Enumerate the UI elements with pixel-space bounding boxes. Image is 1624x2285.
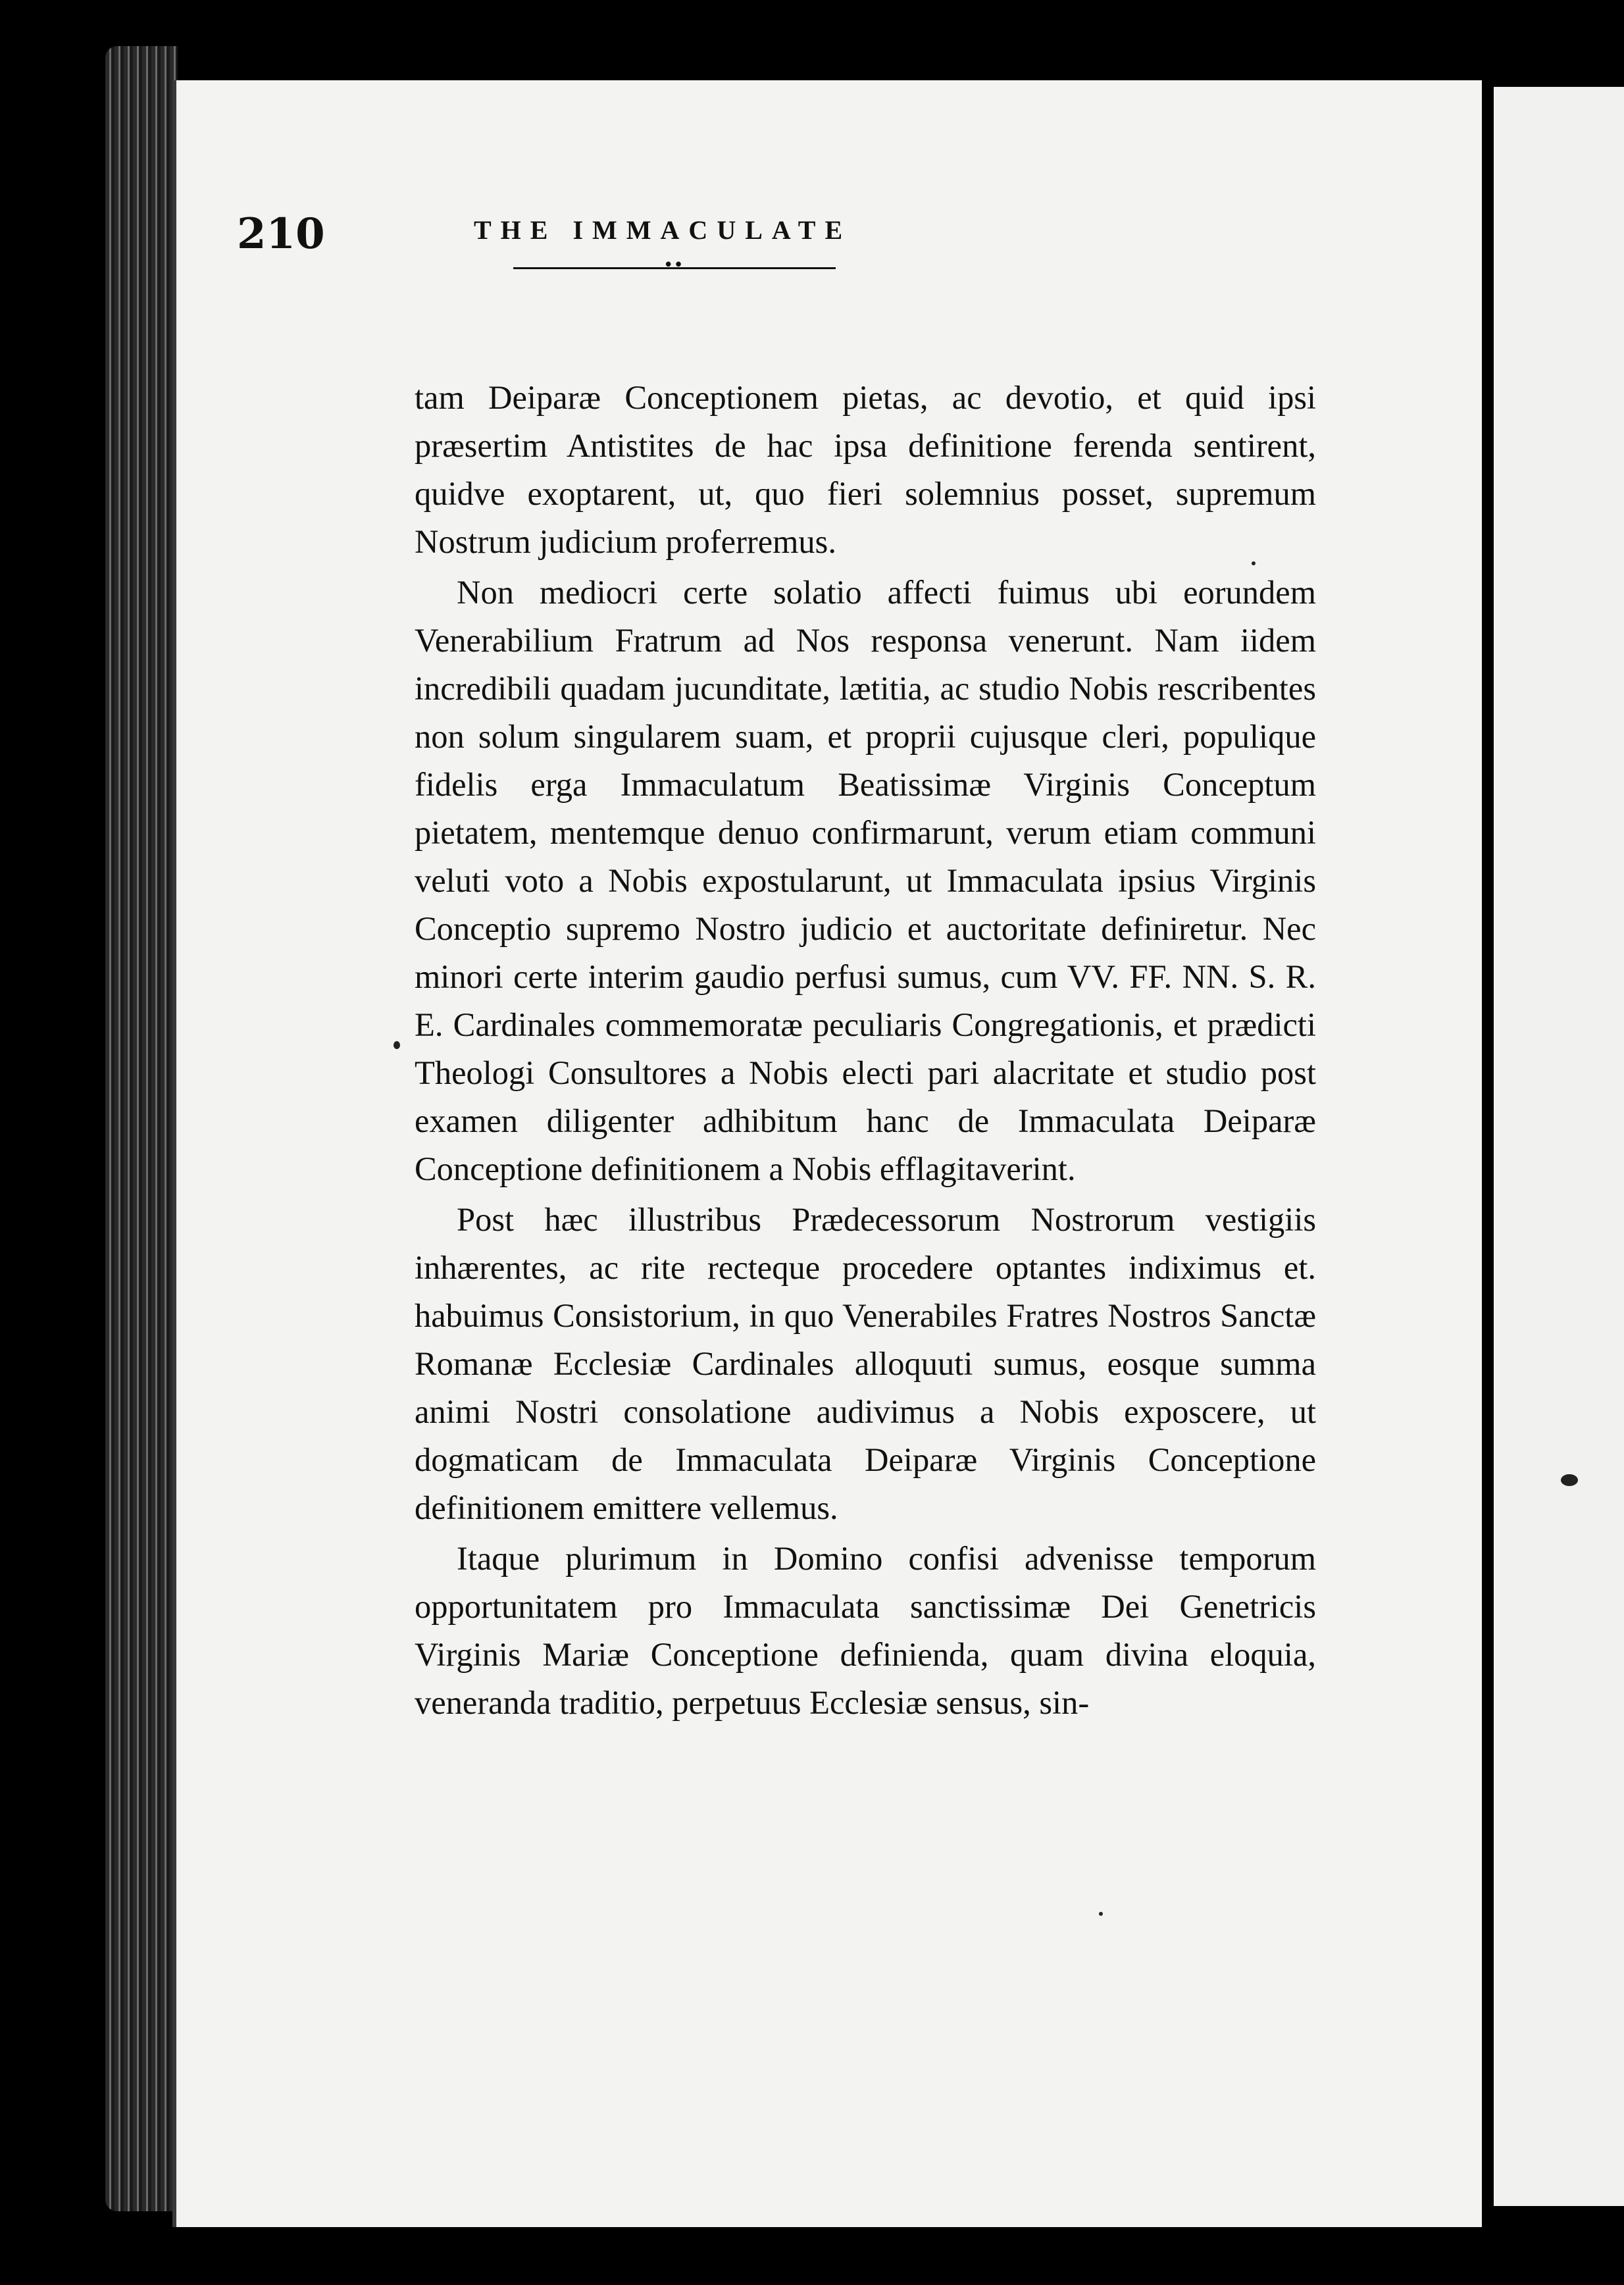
- body-text: [415, 374, 1316, 1730]
- paragraph-4: Itaque plurimum in Domino confisi advenisse temporum opportunitatem pro Immaculata sanctissimæ Dei Genetricis Virginis Mariæ Conceptione definienda, quam divina eloquia, veneranda traditio, perpetuus Ecclesiæ sensus, sin-: [415, 1540, 1316, 1721]
- paragraph-1: tam Deiparæ Conceptionem pietas, ac devotio, et quid ipsi præsertim Antistites de hac ipsa definitione ferenda sentirent, quidve exoptarent, ut, quo fieri solemnius posset, supremum Nostrum judicium proferremus.: [415, 379, 1316, 560]
- running-head: THE IMMACULATE: [474, 215, 852, 245]
- page-header: [237, 209, 1323, 288]
- facing-page-edge: [1494, 87, 1624, 2206]
- page-edges: [105, 46, 178, 2211]
- page-number: 210: [237, 209, 325, 259]
- paragraph-3: Post hæc illustribus Prædecessorum Nostrorum vestigiis inhærentes, ac rite recteque procedere optantes indiximus et. habuimus Consistorium, in quo Venerabiles Fratres Nostros Sanctæ Romanæ Ecclesiæ Cardinales alloquuti sumus, eosque summa animi Nostri consolatione audivimus a Nobis exposcere, ut dogmaticam de Immaculata Deiparæ Virginis Conceptione definitionem emittere vellemus.: [415, 1201, 1316, 1526]
- ink-speck: [1252, 561, 1256, 565]
- header-ornament: ••: [663, 255, 684, 275]
- paragraph-2: Non mediocri certe solatio affecti fuimus ubi eorundem Venerabilium Fratrum ad Nos responsa venerunt. Nam iidem incredibili quadam jucunditate, lætitia, ac studio Nobis rescribentes non solum singularem suam, et proprii cujusque cleri, populique fidelis erga Immaculatum Beatissimæ Virginis Conceptum pietatem, mentemque denuo confirmarunt, verum etiam communi veluti voto a Nobis expostularunt, ut Immaculata ipsius Virginis Conceptio supremo Nostro judicio et auctoritate definiretur. Nec minori certe interim gaudio perfusi sumus, cum VV. FF. NN. S. R. E. Cardinales commemoratæ peculiaris Congregationis, et prædicti Theologi Consultores a Nobis electi pari alacritate et studio post examen diligenter adhibitum hanc de Immaculata Deiparæ Conceptione definitionem a Nobis efflagitaverint.: [415, 574, 1316, 1187]
- ink-speck: [393, 1041, 400, 1049]
- ink-speck: [1561, 1474, 1578, 1486]
- ink-speck: [1099, 1912, 1103, 1916]
